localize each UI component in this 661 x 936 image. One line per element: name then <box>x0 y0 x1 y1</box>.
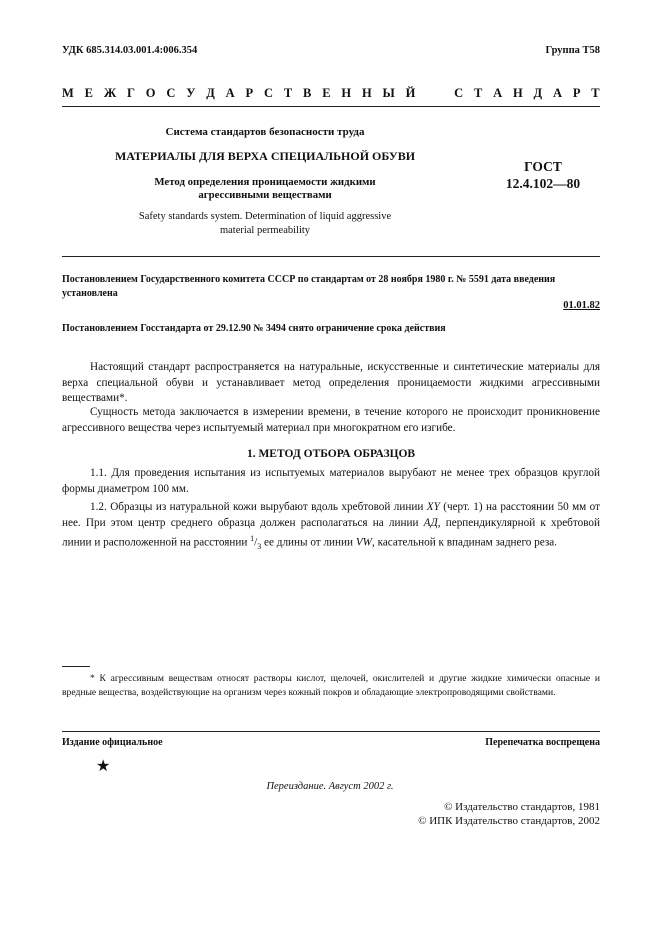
resolution-text: Постановлением Государственного комитета СССР по стандартам от 28 ноября 1980 г. № 5591 дата введения установлена <box>62 274 556 299</box>
official-edition: Издание официальное <box>62 737 163 748</box>
reprint-prohibited: Перепечатка воспрещена <box>485 737 600 748</box>
banner-letter: Е <box>84 86 93 100</box>
main-title: МАТЕРИАЛЫ ДЛЯ ВЕРХА СПЕЦИАЛЬНОЙ ОБУВИ <box>114 149 416 163</box>
copyright-block <box>330 800 600 828</box>
footnote: * К агрессивным веществам относят растворы кислот, щелочей, окислителей и другие жидкие химически опасные и вредные вещества, воздействующие на организм через кожный покров и обладающие электропроводящими свойствами. <box>62 673 600 698</box>
banner-letter: М <box>62 86 74 100</box>
intro-paragraph-2: Сущность метода заключается в измерении времени, в течение которого не происходит проникновение агрессивного вещества через испытуемый материал при многократном его изгибе. <box>62 406 600 434</box>
copyright-line: © ИПК Издательство стандартов, 2002 <box>418 815 600 827</box>
gost-designation <box>478 158 608 192</box>
banner-letter: Т <box>591 86 600 100</box>
clause-1-1: 1.1. Для проведения испытания из испытуемых материалов вырубают не менее трех образцов круглой формы диаметром 100 мм. <box>62 467 600 495</box>
english-title-line: material permeability <box>219 225 311 236</box>
banner-letter: Й <box>405 86 416 100</box>
gost-label: ГОСТ <box>524 159 562 174</box>
banner-letter: Т <box>473 86 483 100</box>
banner-letter: С <box>454 86 464 100</box>
clause-text: , касательной к впадинам заднего реза. <box>371 536 558 549</box>
banner-letter: Ы <box>382 86 395 100</box>
banner-letter: В <box>303 86 312 100</box>
clause-1-2: 1.2. Образцы из натуральной кожи вырубают вдоль хребтовой линии XY (черт. 1) на расстоянии 50 мм от нее. При этом центр среднего образца должен располагаться на линии АД, перпендикулярной к хребтовой линии и расположенной на расстоянии $^1/_3$ ее длины от линии VW, касательной к впадинам заднего реза. <box>62 501 600 551</box>
banner-letter: Г <box>127 86 135 100</box>
banner-letter: Ж <box>103 86 117 100</box>
banner-letter: С <box>166 86 176 100</box>
banner-letter: У <box>186 86 196 100</box>
gosstandart-resolution: Постановлением Госстандарта от 29.12.90 № 3494 снято ограничение срока действия <box>62 323 446 334</box>
line-vw-label: VW <box>355 536 372 549</box>
english-title-line: Safety standards system. Determination of liquid aggressive <box>138 211 392 222</box>
footer-rule <box>62 731 600 732</box>
subtitle <box>100 176 430 202</box>
subtitle-line: Метод определения проницаемости жидкими <box>154 176 376 188</box>
clause-text: 1.2. Образцы из натуральной кожи вырубают вдоль хребтовой линии <box>90 501 427 513</box>
english-title <box>100 210 430 238</box>
banner-gap <box>426 86 429 101</box>
banner-letter: Т <box>283 86 293 100</box>
banner-letter: Р <box>572 86 581 100</box>
system-title: Система стандартов безопасности труда <box>165 126 365 138</box>
banner-letter: Д <box>206 86 215 100</box>
banner-gap <box>440 86 443 101</box>
standard-banner <box>62 86 600 101</box>
banner-letter: Е <box>322 86 331 100</box>
footnote-rule <box>62 666 90 667</box>
clause-text: ее длины от линии <box>261 536 356 549</box>
banner-letter: Н <box>512 86 523 100</box>
title-rule <box>62 256 600 257</box>
banner-letter: А <box>493 86 503 100</box>
copyright-line: © Издательство стандартов, 1981 <box>444 801 600 813</box>
banner-letter: Н <box>341 86 352 100</box>
section-heading: 1. МЕТОД ОТБОРА ОБРАЗЦОВ <box>246 448 416 460</box>
gost-number: 12.4.102—80 <box>505 176 581 191</box>
banner-letter: С <box>264 86 274 100</box>
line-xy-label: XY <box>426 501 440 513</box>
clause-text: (черт. 1) на расстоянии 50 мм от нее. При этом центр среднего образца должен располагаться на линии <box>62 501 600 529</box>
line-ad-label: АД <box>423 516 438 529</box>
effective-date: 01.01.82 <box>563 300 600 311</box>
subtitle-line: агрессивными веществами <box>198 189 332 201</box>
intro-paragraph-1: Настоящий стандарт распространяется на натуральные, искусственные и синтетические материалы для верха специальной обуви и устанавливает метод определения проницаемости жидкими агрессивными веществами*. <box>62 361 600 404</box>
reissue-note: Переиздание. Август 2002 г. <box>266 781 394 792</box>
banner-letter: О <box>145 86 156 100</box>
banner-letter: Д <box>533 86 543 100</box>
clause-text: , перпендикулярной к хребтовой линии и расположенной на расстоянии <box>62 516 600 549</box>
fraction-numerator: 1 <box>250 534 255 543</box>
banner-letter: А <box>225 86 235 100</box>
banner-letter: Н <box>361 86 372 100</box>
star-icon: ★ <box>96 758 111 775</box>
group-code: Группа Т58 <box>545 45 600 56</box>
udk-code: УДК 685.314.03.001.4:006.354 <box>62 45 198 56</box>
fraction-denominator: 3 <box>257 541 262 551</box>
banner-letter: Р <box>245 86 254 100</box>
banner-letter: А <box>552 86 562 100</box>
banner-rule <box>62 106 600 107</box>
